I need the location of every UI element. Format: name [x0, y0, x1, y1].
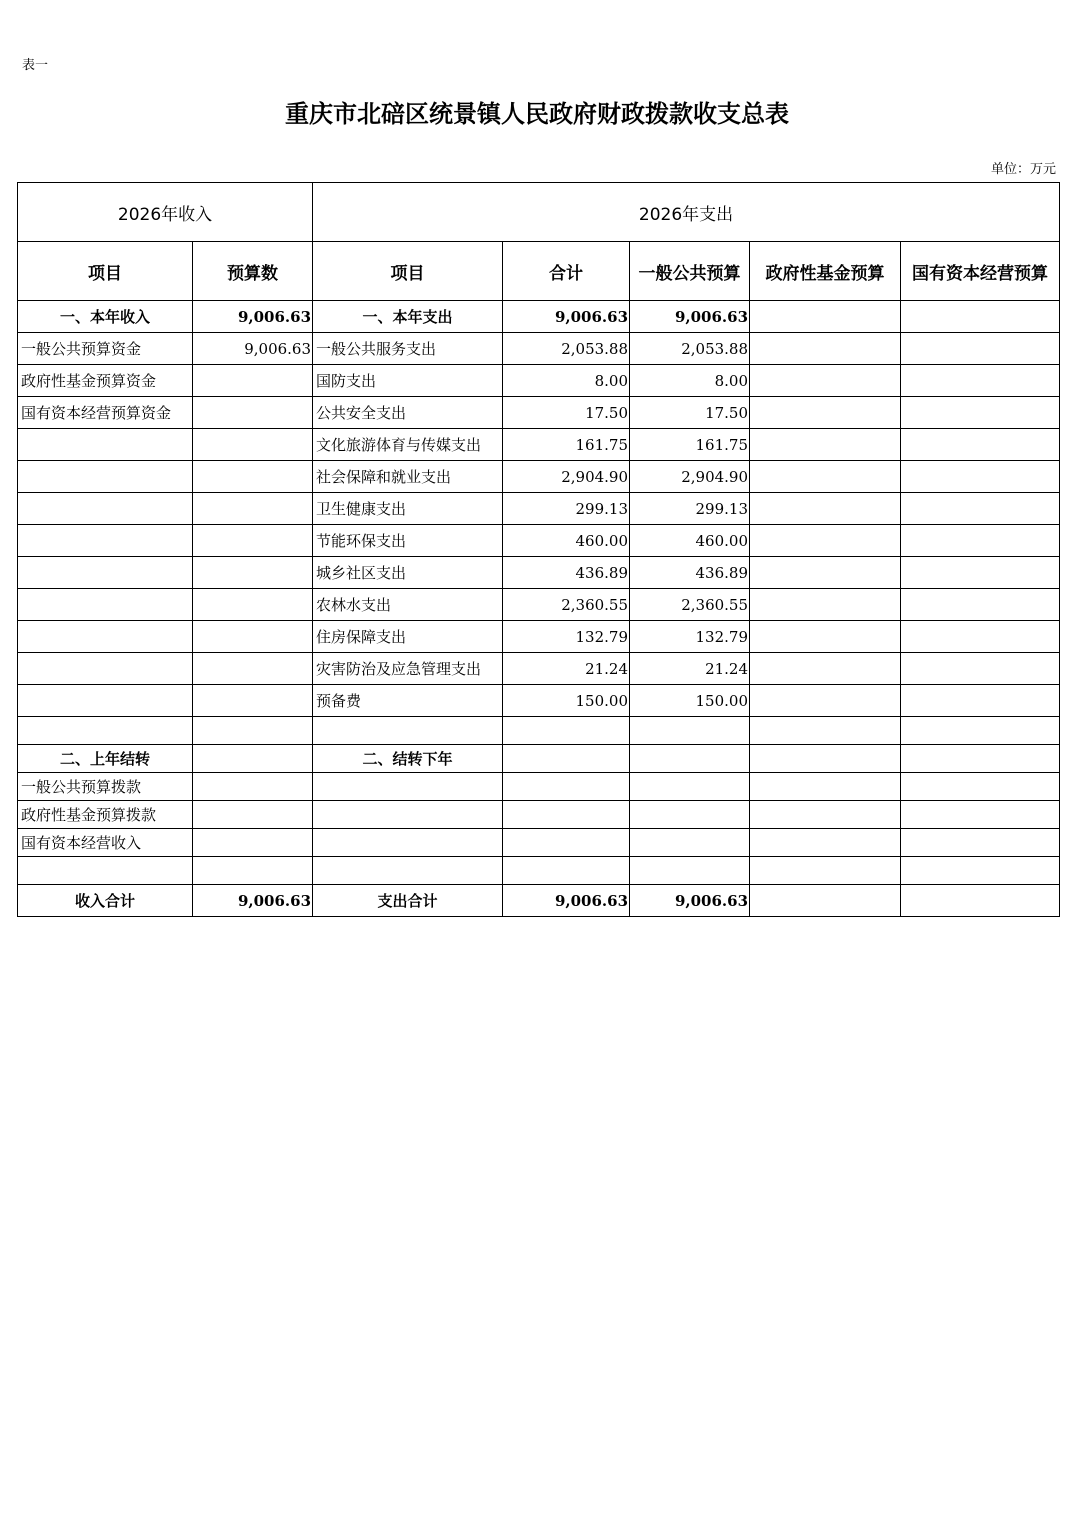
budget-table	[17, 182, 1060, 917]
general-budget-cell: 2,053.88	[630, 333, 750, 365]
gov-fund-cell	[750, 885, 901, 917]
general-budget-cell	[630, 801, 750, 829]
general-budget-header: 一般公共预算	[630, 242, 750, 301]
expense-total-cell: 9,006.63	[503, 301, 630, 333]
table-row	[18, 685, 1060, 717]
income-item-cell: 收入合计	[18, 885, 193, 917]
expense-total-cell	[503, 717, 630, 745]
expense-item-cell: 社会保障和就业支出	[313, 461, 503, 493]
income-item-cell	[18, 621, 193, 653]
expense-item-cell: 一、本年支出	[313, 301, 503, 333]
income-item-cell: 政府性基金预算资金	[18, 365, 193, 397]
expense-total-cell: 460.00	[503, 525, 630, 557]
gov-fund-cell	[750, 461, 901, 493]
general-budget-cell: 2,904.90	[630, 461, 750, 493]
gov-fund-cell	[750, 621, 901, 653]
table-row	[18, 493, 1060, 525]
state-capital-cell	[901, 557, 1060, 589]
state-capital-cell	[901, 301, 1060, 333]
table-row	[18, 525, 1060, 557]
expense-item-cell	[313, 717, 503, 745]
expense-item-cell: 国防支出	[313, 365, 503, 397]
income-value-cell: 9,006.63	[193, 333, 313, 365]
general-budget-cell: 150.00	[630, 685, 750, 717]
general-budget-cell: 21.24	[630, 653, 750, 685]
income-value-cell	[193, 557, 313, 589]
expense-total-cell: 21.24	[503, 653, 630, 685]
unit-label: 单位：万元	[990, 162, 1056, 177]
general-budget-cell: 2,360.55	[630, 589, 750, 621]
expense-total-cell: 17.50	[503, 397, 630, 429]
table-row	[18, 829, 1060, 857]
income-value-cell	[193, 493, 313, 525]
income-value-cell	[193, 717, 313, 745]
table-row	[18, 745, 1060, 773]
table-row	[18, 801, 1060, 829]
gov-fund-cell	[750, 773, 901, 801]
income-value-cell	[193, 801, 313, 829]
state-capital-cell	[901, 621, 1060, 653]
general-budget-cell: 436.89	[630, 557, 750, 589]
income-value-cell	[193, 365, 313, 397]
income-value-cell	[193, 685, 313, 717]
income-value-cell: 9,006.63	[193, 301, 313, 333]
income-item-cell	[18, 461, 193, 493]
expense-item-cell: 灾害防治及应急管理支出	[313, 653, 503, 685]
income-value-cell	[193, 621, 313, 653]
table-row	[18, 365, 1060, 397]
expense-total-cell: 132.79	[503, 621, 630, 653]
expense-total-cell	[503, 801, 630, 829]
state-capital-cell	[901, 429, 1060, 461]
expense-item-cell: 预备费	[313, 685, 503, 717]
income-value-cell	[193, 589, 313, 621]
expense-total-cell: 2,360.55	[503, 589, 630, 621]
income-budget-header: 预算数	[193, 242, 313, 301]
table-row	[18, 333, 1060, 365]
expense-total-cell: 8.00	[503, 365, 630, 397]
state-capital-cell	[901, 365, 1060, 397]
general-budget-cell: 9,006.63	[630, 885, 750, 917]
expense-item-cell: 卫生健康支出	[313, 493, 503, 525]
expense-total-cell: 2,904.90	[503, 461, 630, 493]
table-row	[18, 557, 1060, 589]
gov-fund-cell	[750, 397, 901, 429]
expense-item-header: 项目	[313, 242, 503, 301]
income-value-cell	[193, 525, 313, 557]
state-capital-cell	[901, 829, 1060, 857]
general-budget-cell: 8.00	[630, 365, 750, 397]
income-item-cell	[18, 717, 193, 745]
general-budget-cell	[630, 745, 750, 773]
income-value-cell	[193, 773, 313, 801]
general-budget-cell: 299.13	[630, 493, 750, 525]
state-capital-cell	[901, 717, 1060, 745]
income-item-cell	[18, 525, 193, 557]
expense-item-cell: 支出合计	[313, 885, 503, 917]
state-capital-cell	[901, 653, 1060, 685]
gov-fund-cell	[750, 685, 901, 717]
general-budget-cell: 9,006.63	[630, 301, 750, 333]
expense-item-cell: 节能环保支出	[313, 525, 503, 557]
expense-item-cell: 文化旅游体育与传媒支出	[313, 429, 503, 461]
general-budget-cell: 132.79	[630, 621, 750, 653]
table-row	[18, 461, 1060, 493]
gov-fund-cell	[750, 829, 901, 857]
income-item-cell	[18, 653, 193, 685]
gov-fund-cell	[750, 365, 901, 397]
expense-item-cell	[313, 773, 503, 801]
expense-total-cell: 2,053.88	[503, 333, 630, 365]
income-item-cell	[18, 857, 193, 885]
income-value-cell	[193, 397, 313, 429]
gov-fund-cell	[750, 717, 901, 745]
table-number: 表一	[22, 58, 49, 73]
gov-fund-cell	[750, 653, 901, 685]
table-row	[18, 773, 1060, 801]
state-capital-header: 国有资本经营预算	[901, 242, 1060, 301]
expense-item-cell: 一般公共服务支出	[313, 333, 503, 365]
income-group-header: 2026年收入	[18, 183, 313, 242]
expense-item-cell	[313, 801, 503, 829]
gov-fund-cell	[750, 493, 901, 525]
state-capital-cell	[901, 461, 1060, 493]
expense-item-cell	[313, 829, 503, 857]
income-item-cell: 政府性基金预算拨款	[18, 801, 193, 829]
gov-fund-cell	[750, 301, 901, 333]
general-budget-cell	[630, 857, 750, 885]
expense-item-cell: 农林水支出	[313, 589, 503, 621]
expense-total-cell: 150.00	[503, 685, 630, 717]
state-capital-cell	[901, 773, 1060, 801]
general-budget-cell	[630, 773, 750, 801]
page-title: 重庆市北碚区统景镇人民政府财政拨款收支总表	[285, 99, 789, 128]
income-item-cell: 二、上年结转	[18, 745, 193, 773]
expense-total-cell: 299.13	[503, 493, 630, 525]
state-capital-cell	[901, 589, 1060, 621]
income-value-cell	[193, 829, 313, 857]
income-item-header: 项目	[18, 242, 193, 301]
expense-item-cell: 城乡社区支出	[313, 557, 503, 589]
state-capital-cell	[901, 745, 1060, 773]
gov-fund-cell	[750, 801, 901, 829]
income-value-cell	[193, 461, 313, 493]
state-capital-cell	[901, 685, 1060, 717]
table-row	[18, 429, 1060, 461]
state-capital-cell	[901, 397, 1060, 429]
income-item-cell	[18, 493, 193, 525]
income-item-cell	[18, 429, 193, 461]
income-value-cell	[193, 857, 313, 885]
gov-fund-cell	[750, 429, 901, 461]
general-budget-cell	[630, 717, 750, 745]
gov-fund-header: 政府性基金预算	[750, 242, 901, 301]
gov-fund-cell	[750, 745, 901, 773]
gov-fund-cell	[750, 333, 901, 365]
expense-total-cell	[503, 857, 630, 885]
income-item-cell: 一般公共预算拨款	[18, 773, 193, 801]
table-row	[18, 589, 1060, 621]
expense-item-cell: 住房保障支出	[313, 621, 503, 653]
income-item-cell: 一般公共预算资金	[18, 333, 193, 365]
state-capital-cell	[901, 493, 1060, 525]
general-budget-cell: 17.50	[630, 397, 750, 429]
general-budget-cell	[630, 829, 750, 857]
state-capital-cell	[901, 525, 1060, 557]
state-capital-cell	[901, 885, 1060, 917]
income-value-cell	[193, 745, 313, 773]
expense-item-cell: 二、结转下年	[313, 745, 503, 773]
table-row	[18, 717, 1060, 745]
expense-total-cell	[503, 745, 630, 773]
table-row	[18, 621, 1060, 653]
expense-item-cell: 公共安全支出	[313, 397, 503, 429]
table-row	[18, 885, 1060, 917]
expense-group-header: 2026年支出	[313, 183, 1060, 242]
general-budget-cell: 460.00	[630, 525, 750, 557]
expense-total-cell	[503, 773, 630, 801]
expense-total-header: 合计	[503, 242, 630, 301]
gov-fund-cell	[750, 557, 901, 589]
income-item-cell	[18, 557, 193, 589]
general-budget-cell: 161.75	[630, 429, 750, 461]
table-row	[18, 301, 1060, 333]
gov-fund-cell	[750, 589, 901, 621]
expense-total-cell: 161.75	[503, 429, 630, 461]
table-row	[18, 857, 1060, 885]
expense-total-cell: 436.89	[503, 557, 630, 589]
state-capital-cell	[901, 801, 1060, 829]
income-item-cell: 一、本年收入	[18, 301, 193, 333]
income-item-cell: 国有资本经营预算资金	[18, 397, 193, 429]
income-item-cell	[18, 589, 193, 621]
table-row	[18, 653, 1060, 685]
expense-total-cell	[503, 829, 630, 857]
state-capital-cell	[901, 857, 1060, 885]
income-value-cell	[193, 429, 313, 461]
gov-fund-cell	[750, 857, 901, 885]
gov-fund-cell	[750, 525, 901, 557]
income-item-cell	[18, 685, 193, 717]
income-value-cell: 9,006.63	[193, 885, 313, 917]
table-row	[18, 397, 1060, 429]
expense-item-cell	[313, 857, 503, 885]
expense-total-cell: 9,006.63	[503, 885, 630, 917]
income-item-cell: 国有资本经营收入	[18, 829, 193, 857]
state-capital-cell	[901, 333, 1060, 365]
income-value-cell	[193, 653, 313, 685]
